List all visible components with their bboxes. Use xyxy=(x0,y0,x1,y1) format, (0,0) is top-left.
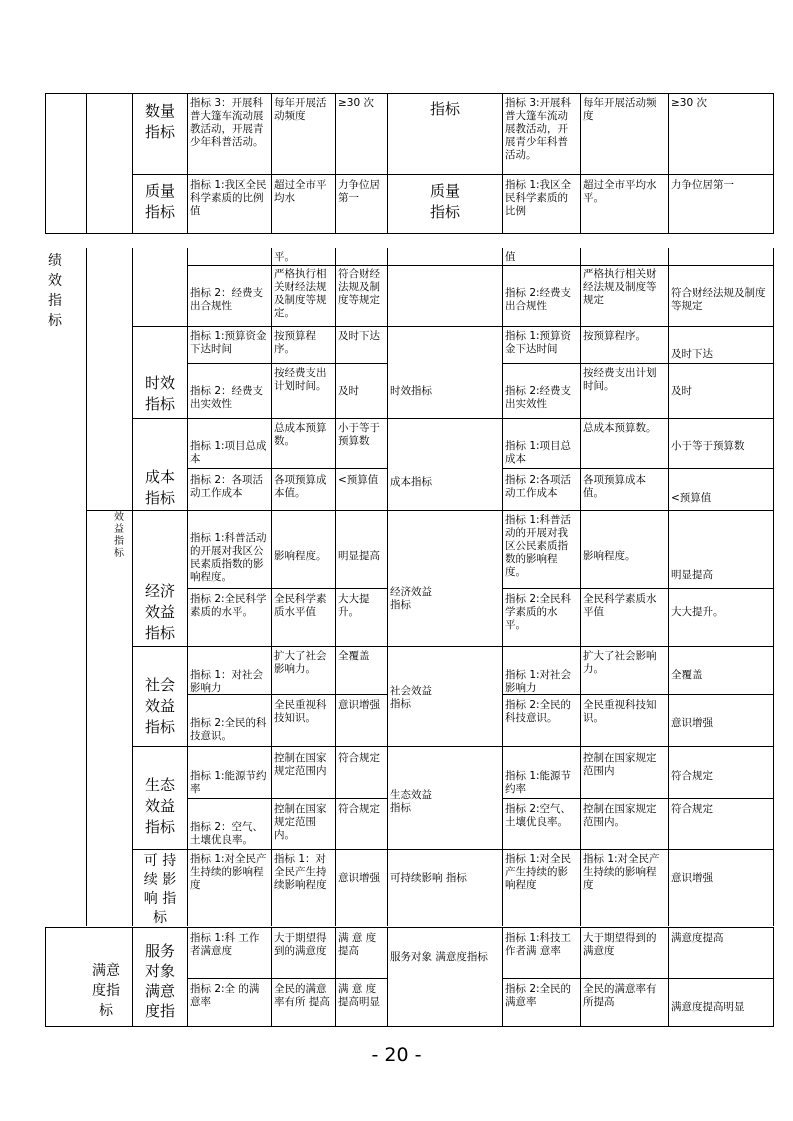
table-cell: 全民重视科技知识。 xyxy=(583,699,657,724)
qual-value: 力争位居第一 xyxy=(338,179,380,204)
table-cell: 指标 1:对全民产生持续的影响程度 xyxy=(583,853,660,891)
table-cell: 指标 2：各项活动工作成本 xyxy=(190,474,264,499)
table-cell: 全民的满意率有所 提高 xyxy=(274,983,330,1008)
table-cell: 按预算程序。 xyxy=(583,330,646,342)
economic-dimension: 经济 效益 指标 xyxy=(144,582,175,642)
table-cell: 大于期望得到的满意度 xyxy=(274,932,327,957)
table-cell: 大大提升。 xyxy=(338,593,370,618)
table-cell: 符合财经法规及制度等规定 xyxy=(338,268,380,306)
table-cell: 指标 1:科技工作者满 意率 xyxy=(505,932,572,957)
mid-qty-label: 指标 xyxy=(429,100,460,118)
table-cell: 全民科学素质水平值 xyxy=(583,593,657,618)
benefit-indicator-label: 效 益 指 标 xyxy=(114,512,124,559)
service-satisfaction-dimension: 服务 对象 满意 度指 xyxy=(144,942,175,1020)
table-cell: 指标 2：经费支出合规性 xyxy=(190,287,264,312)
table-cell: 指标 2:空气、土壤优良率。 xyxy=(505,803,572,828)
table-cell: 意识增强 xyxy=(338,872,380,884)
table-cell: 影响程度。 xyxy=(274,550,327,562)
table-cell: 指标 1：对全民产生持续影响程度 xyxy=(274,853,327,891)
table-cell: 指标 1:科 工作者满意度 xyxy=(190,932,260,957)
table-cell: 全民科学素质水平值 xyxy=(274,593,327,618)
table-cell: 小于等于预算数 xyxy=(338,422,380,447)
qty-description: 每年开展活动频度 xyxy=(274,97,327,122)
table-cell: 意识增强 xyxy=(338,699,380,711)
table-cell: 控制在国家规定范围内 xyxy=(583,752,657,777)
table-cell: 指标 1:科普活动的开展对我区公民素质指数的影响程度。 xyxy=(505,514,572,578)
table-cell: 指标 1：对社会影响力 xyxy=(190,669,264,694)
table-cell: 及时 xyxy=(671,385,692,397)
right-qty-value: ≥30 次 xyxy=(671,97,707,109)
table-cell: 指标 2：空气、土壤优良率。 xyxy=(190,821,264,846)
table-cell: 全民的满意率有所提高 xyxy=(583,983,657,1008)
table-cell: 指标 2:各项活动工作成本 xyxy=(505,474,572,499)
table-cell: 全民重视科技知识。 xyxy=(274,699,327,724)
page-number: - 20 - xyxy=(371,1044,422,1066)
table-cell: 按预算程序。 xyxy=(274,330,316,355)
qual-description: 超过全市平均水 xyxy=(274,179,327,204)
continuation-left: 平。 xyxy=(274,251,295,263)
cost-dimension: 成本 指标 xyxy=(144,468,175,507)
qual-dimension: 质量 指标 xyxy=(144,182,175,221)
performance-indicator-label: 绩 效 指 标 xyxy=(48,253,62,329)
table-cell: 符合规定 xyxy=(338,752,380,764)
table-cell: 扩大了社会影响力。 xyxy=(274,650,327,675)
table-cell: 符合规定 xyxy=(338,803,380,815)
right-qual-indicator: 指标 1:我区全民科学素质的比例 xyxy=(505,179,572,217)
right-qual-value: 力争位居第一 xyxy=(671,179,734,191)
table-cell: 全覆盖 xyxy=(338,650,370,662)
table-cell: 指标 1:对全民产生持续的影响程度 xyxy=(190,853,267,891)
table-cell: 符合规定 xyxy=(671,770,713,782)
table-cell: 指标 1:项目总成本 xyxy=(505,440,572,465)
table-cell: 扩大了社会影响力。 xyxy=(583,650,657,675)
table-cell: 符合规定 xyxy=(671,803,713,815)
table-cell: 控制在国家规定范围内 xyxy=(274,752,327,777)
table-cell: 控制在国家规定范围内。 xyxy=(274,803,327,841)
table-cell: 指标 2:全民科学素质的水平。 xyxy=(505,593,572,631)
ecological-dimension: 生态 效益 指标 xyxy=(144,776,175,836)
table-cell: 各项预算成本值。 xyxy=(274,474,327,499)
table-cell: 满 意 度 提高明显 xyxy=(338,983,380,1008)
table-cell: 指标 2:全民的满意率 xyxy=(505,983,572,1008)
table-cell: 小于等于预算数 xyxy=(671,440,745,452)
qty-indicator: 指标 3：开展科普大篷车流动展教活动，开展青少年科普活动。 xyxy=(190,97,264,148)
table-cell: 及时 xyxy=(338,385,359,397)
table-cell: 指标 2:全民的科技意识。 xyxy=(505,699,572,724)
table-cell: 时效指标 xyxy=(390,385,432,397)
table-cell: 及时下达 xyxy=(338,330,380,342)
table-cell: 按经费支出计划时间。 xyxy=(274,367,327,392)
table-cell: 满意度提高明显 xyxy=(671,1001,745,1013)
table-cell: <预算值 xyxy=(671,492,712,504)
table-cell: 指标 2:全民科学素质的水平。 xyxy=(190,593,267,618)
table-cell: 总成本预算数。 xyxy=(274,422,327,447)
time-dimension: 时效 指标 xyxy=(144,374,175,413)
continuation-right: 值 xyxy=(505,251,516,263)
table-cell: 经济效益 指标 xyxy=(390,586,432,611)
table-cell: 服务对象 满意度指标 xyxy=(390,951,488,963)
right-qual-description: 超过全市平均水平。 xyxy=(583,179,657,204)
table-cell: 指标 2:全民的科技意识。 xyxy=(190,717,267,742)
table-cell: 指标 2:经费支出合规性 xyxy=(505,287,572,312)
qual-indicator: 指标 1:我区全民科学素质的比例值 xyxy=(190,179,267,217)
table-cell: 各项预算成本值。 xyxy=(583,474,646,499)
table-cell: 意识增强 xyxy=(671,717,713,729)
table-cell: 满意度提高 xyxy=(671,932,724,944)
table-cell: 指标 2:经费支出实效性 xyxy=(505,385,572,410)
satisfaction-indicator-label: 满意 度指 标 xyxy=(92,963,120,1019)
right-qty-indicator: 指标 3:开展科普大篷车流动展教活动，开展青少年科普活动。 xyxy=(505,97,572,161)
table-cell: 指标 1:能源节约率 xyxy=(190,770,267,795)
table-cell: 大于期望得到的满意度 xyxy=(583,932,657,957)
table-cell: 全覆盖 xyxy=(671,669,703,681)
sustainability-dimension: 可 持 续 影 响 指 标 xyxy=(143,853,177,926)
table-cell: 指标 1:对全民产生持续的影响程度 xyxy=(505,853,572,891)
table-cell: 指标 2:全 的满意率 xyxy=(190,983,260,1008)
table-cell: 指标 1:项目总成本 xyxy=(190,440,267,465)
table-cell: 总成本预算数。 xyxy=(583,422,657,434)
table-cell: 可持续影响 指标 xyxy=(390,872,467,884)
table-cell: 指标 2：经费支出实效性 xyxy=(190,385,264,410)
social-dimension: 社会 效益 指标 xyxy=(144,676,175,736)
table-cell: 社会效益 指标 xyxy=(390,685,432,710)
table-cell: 意识增强 xyxy=(671,872,713,884)
table-cell: <预算值 xyxy=(338,474,379,486)
table-cell: 严格执行相关财经法规及制度等规定。 xyxy=(274,268,327,319)
table-cell: 生态效益 指标 xyxy=(390,789,432,814)
table-cell: 影响程度。 xyxy=(583,550,636,562)
table-cell: 明显提高 xyxy=(338,550,380,562)
mid-qual-label: 质量 指标 xyxy=(429,182,460,221)
table-cell: 及时下达 xyxy=(671,348,713,360)
table-cell: 指标 1:预算资金下达时间 xyxy=(505,330,572,355)
qty-dimension: 数量 指标 xyxy=(144,102,175,141)
right-qty-description: 每年开展活动频度 xyxy=(583,97,657,122)
table-cell: 指标 1:科普活动的开展对我区公民素质指数的影响程度。 xyxy=(190,532,267,583)
table-cell: 指标 1:预算资金下达时间 xyxy=(190,330,267,355)
table-cell: 明显提高 xyxy=(671,569,713,581)
table-cell: 满 意 度 提高 xyxy=(338,932,377,957)
table-cell: 成本指标 xyxy=(390,476,432,488)
qty-value: ≥30 次 xyxy=(338,97,374,109)
table-cell: 严格执行相关财经法规及制度等规定 xyxy=(583,268,657,306)
table-cell: 指标 1:对社会影响力 xyxy=(505,669,572,694)
table-cell: 指标 1:能源节约率 xyxy=(505,770,572,795)
table-cell: 符合财经法规及制度等规定 xyxy=(671,287,766,312)
table-cell: 大大提升。 xyxy=(671,606,724,618)
table-cell: 按经费支出计划时间。 xyxy=(583,367,657,392)
table-cell: 控制在国家规定范围内。 xyxy=(583,803,657,828)
